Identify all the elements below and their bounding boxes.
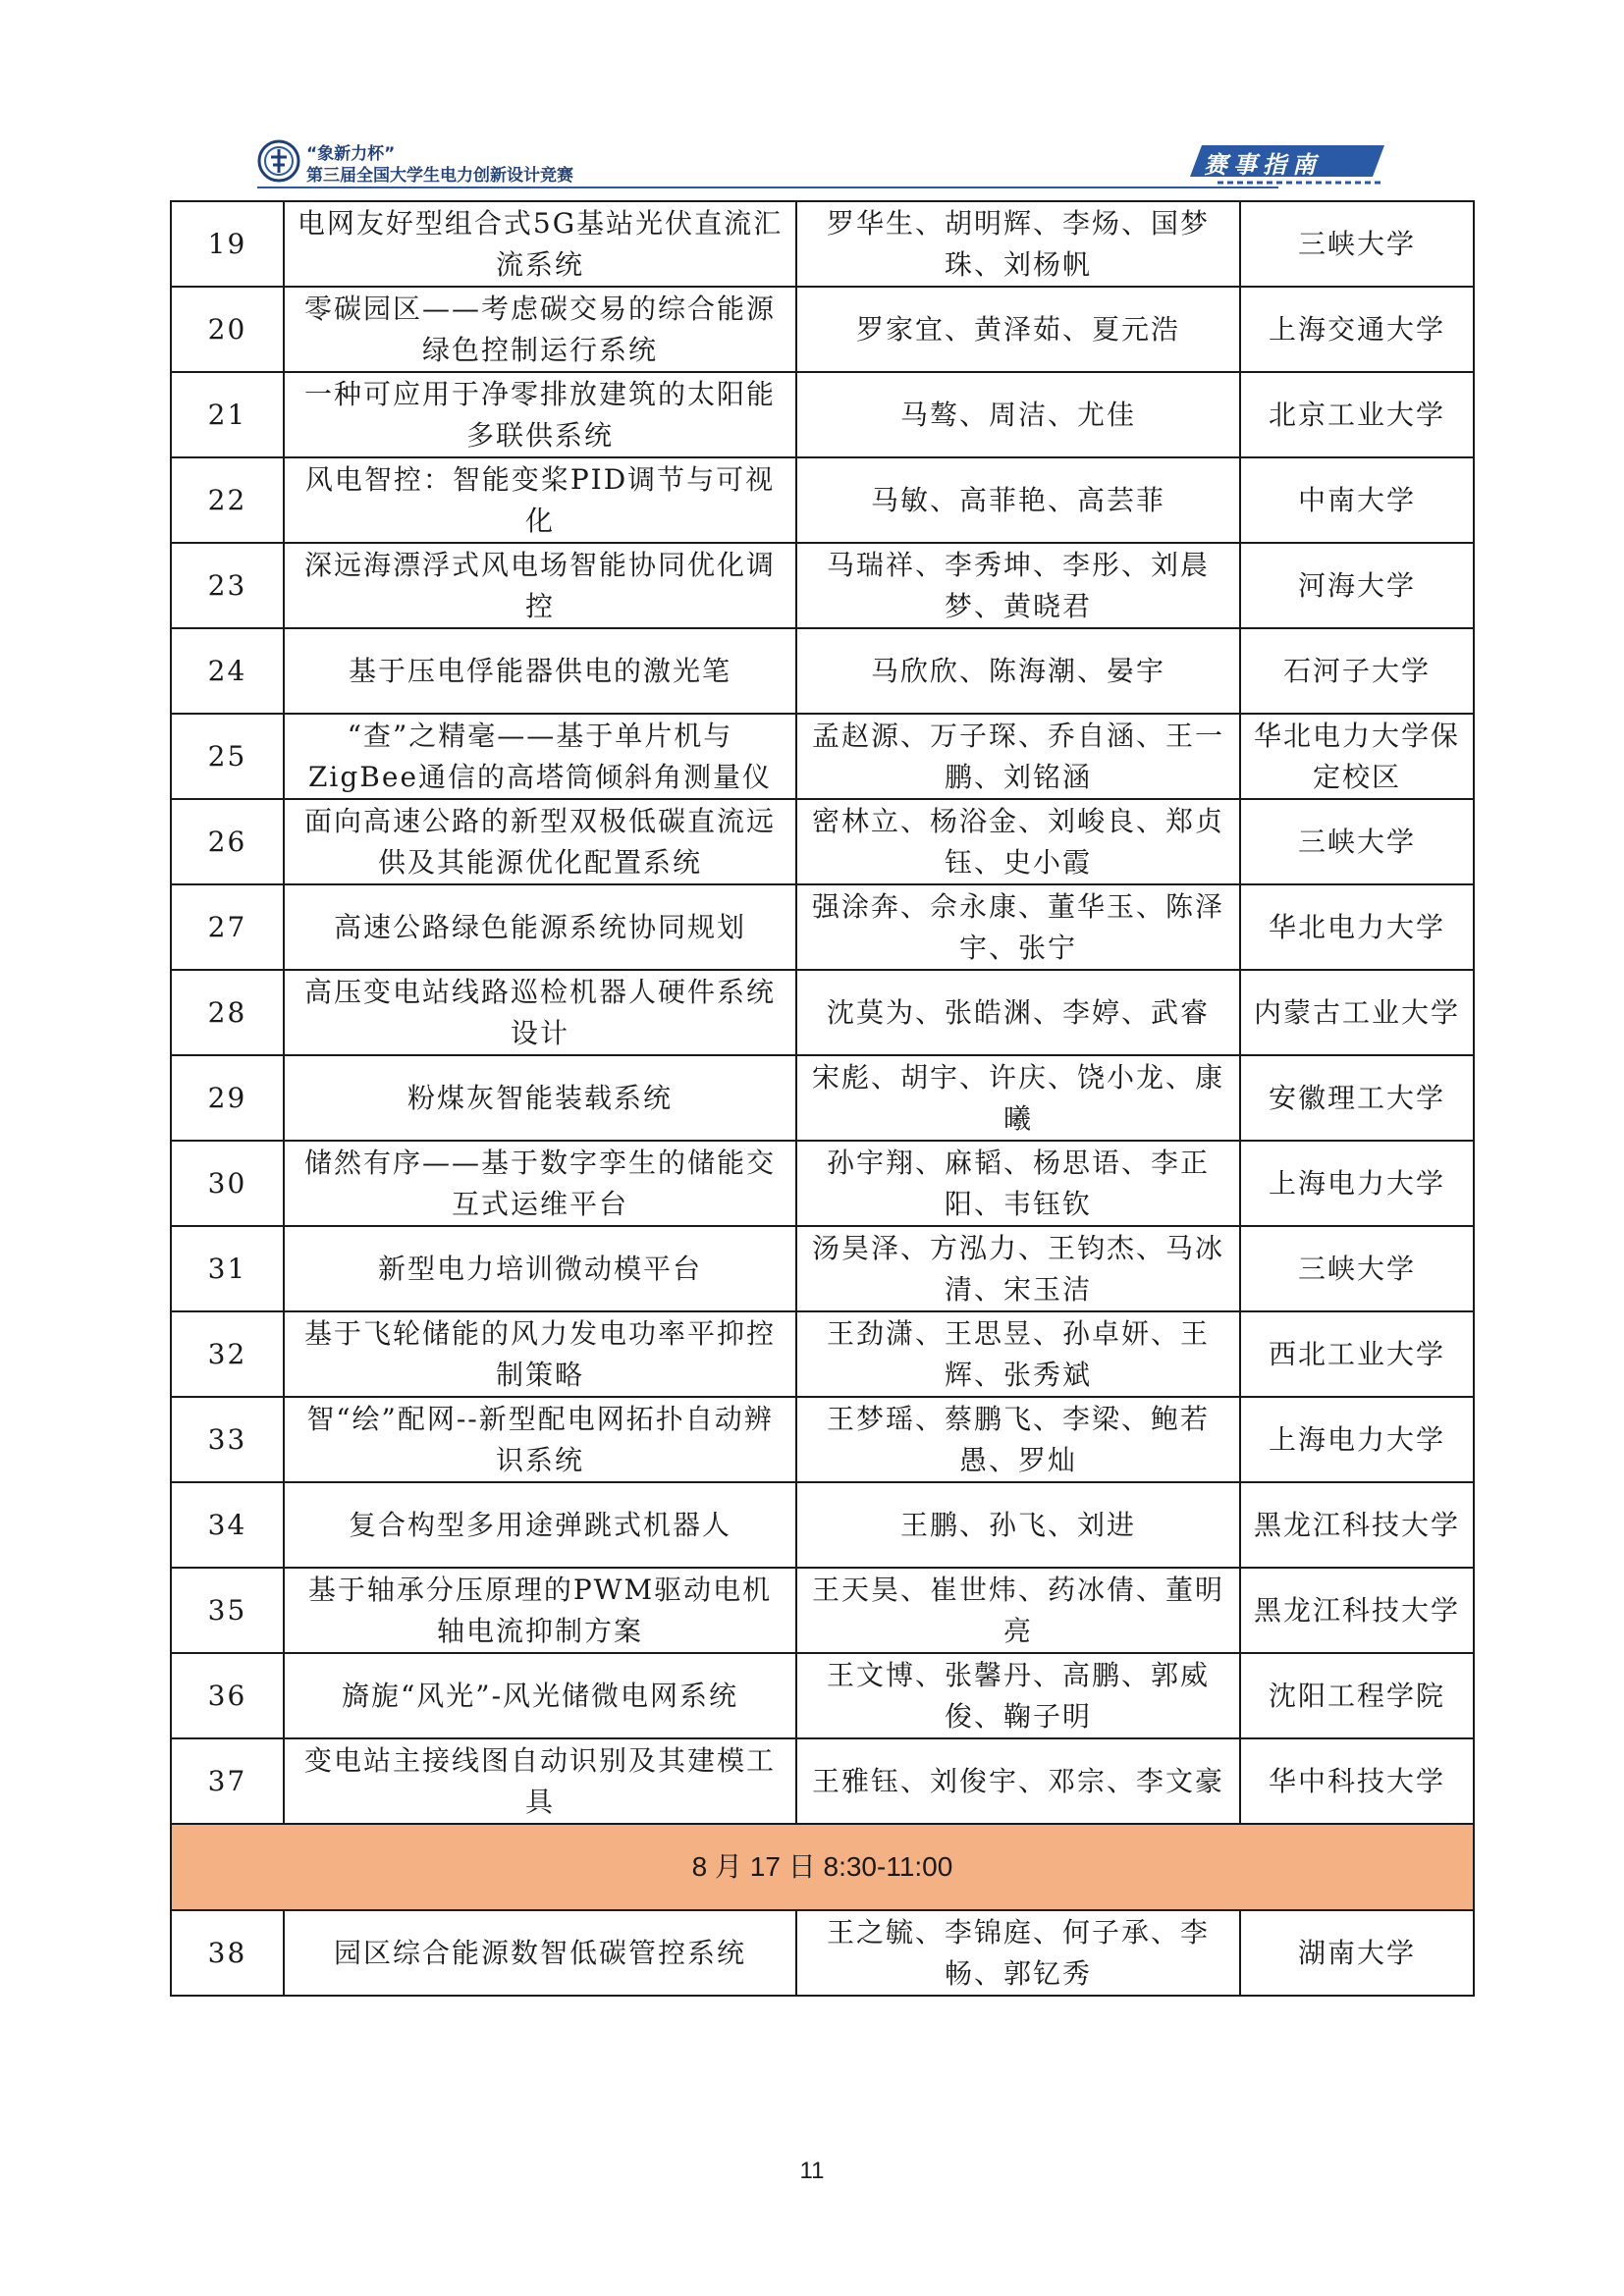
brand-subtitle: 第三届全国大学生电力创新设计竞赛 [306,166,573,186]
table-row [171,799,1474,884]
team-members: 王天昊、崔世炜、药冰倩、董明亮 [796,1568,1240,1653]
school-name: 三峡大学 [1240,201,1474,287]
table-row [171,1738,1474,1824]
school-name: 沈阳工程学院 [1240,1653,1474,1738]
table-row [171,543,1474,628]
row-number: 36 [171,1653,284,1738]
team-members: 强涂奔、佘永康、董华玉、陈泽宇、张宁 [796,884,1240,970]
team-members: 马瑞祥、李秀坤、李彤、刘晨梦、黄晓君 [796,543,1240,628]
project-name: 基于飞轮储能的风力发电功率平抑控制策略 [284,1311,796,1397]
table-row [171,970,1474,1055]
project-name: 一种可应用于净零排放建筑的太阳能多联供系统 [284,372,796,457]
team-members: 罗华生、胡明辉、李炀、国梦珠、刘杨帆 [796,201,1240,287]
row-number: 34 [171,1482,284,1568]
project-name: 高速公路绿色能源系统协同规划 [284,884,796,970]
table-row [171,1055,1474,1141]
table-row [171,1568,1474,1653]
project-name: 储然有序——基于数字孪生的储能交互式运维平台 [284,1141,796,1226]
table-row [171,1311,1474,1397]
row-number: 31 [171,1226,284,1311]
project-name: “查”之精毫——基于单片机与ZigBee通信的高塔筒倾斜角测量仪 [284,714,796,799]
table-row [171,287,1474,372]
school-name: 北京工业大学 [1240,372,1474,457]
project-name: 面向高速公路的新型双极低碳直流远供及其能源优化配置系统 [284,799,796,884]
row-number: 26 [171,799,284,884]
team-members: 王雅钰、刘俊宇、邓宗、李文豪 [796,1738,1240,1824]
project-name: 智“绘”配网--新型配电网拓扑自动辨识系统 [284,1397,796,1482]
guide-label: 赛事指南 [1204,151,1322,179]
school-name: 上海电力大学 [1240,1141,1474,1226]
table-row [171,1482,1474,1568]
session-time: 8 月 17 日 8:30-11:00 [171,1824,1474,1910]
row-number: 21 [171,372,284,457]
row-number: 25 [171,714,284,799]
project-name: 粉煤灰智能装载系统 [284,1055,796,1141]
team-members: 沈莫为、张皓渊、李婷、武睿 [796,970,1240,1055]
row-number: 37 [171,1738,284,1824]
table-row [171,457,1474,543]
table-row [171,884,1474,970]
table-row [171,201,1474,287]
school-name: 华北电力大学保定校区 [1240,714,1474,799]
row-number: 35 [171,1568,284,1653]
row-number: 29 [171,1055,284,1141]
table-row [171,714,1474,799]
school-name: 西北工业大学 [1240,1311,1474,1397]
project-name: 旖旎“风光”-风光储微电网系统 [284,1653,796,1738]
team-members: 孙宇翔、麻韬、杨思语、李正阳、韦钰钦 [796,1141,1240,1226]
school-name: 石河子大学 [1240,628,1474,714]
project-name: 变电站主接线图自动识别及其建模工具 [284,1738,796,1824]
table-row [171,1141,1474,1226]
table-row [171,628,1474,714]
school-name: 上海电力大学 [1240,1397,1474,1482]
row-number: 19 [171,201,284,287]
row-number: 33 [171,1397,284,1482]
row-number: 22 [171,457,284,543]
table-row [171,1653,1474,1738]
team-members: 孟赵源、万子琛、乔自涵、王一鹏、刘铭涵 [796,714,1240,799]
school-name: 上海交通大学 [1240,287,1474,372]
team-members: 马骜、周洁、尤佳 [796,372,1240,457]
school-name: 安徽理工大学 [1240,1055,1474,1141]
row-number: 24 [171,628,284,714]
table-row [171,1397,1474,1482]
team-members: 罗家宜、黄泽茹、夏元浩 [796,287,1240,372]
team-members: 王梦瑶、蔡鹏飞、李梁、鲍若愚、罗灿 [796,1397,1240,1482]
team-members: 王之毓、李锦庭、何子承、李畅、郭钇秀 [796,1910,1240,1996]
project-name: 深远海漂浮式风电场智能协同优化调控 [284,543,796,628]
row-number: 28 [171,970,284,1055]
schedule-rows-group-a [171,201,1474,1824]
team-members: 汤昊泽、方泓力、王钧杰、马冰清、宋玉洁 [796,1226,1240,1311]
brand-title: “象新力杯” [306,144,396,164]
project-name: 园区综合能源数智低碳管控系统 [284,1910,796,1996]
school-name: 河海大学 [1240,543,1474,628]
school-name: 三峡大学 [1240,799,1474,884]
row-number: 30 [171,1141,284,1226]
school-name: 三峡大学 [1240,1226,1474,1311]
team-members: 宋彪、胡宇、许庆、饶小龙、康曦 [796,1055,1240,1141]
competition-logo-icon [257,139,300,183]
team-members: 王鹏、孙飞、刘进 [796,1482,1240,1568]
school-name: 内蒙古工业大学 [1240,970,1474,1055]
school-name: 湖南大学 [1240,1910,1474,1996]
table-row [171,1910,1474,1996]
school-name: 中南大学 [1240,457,1474,543]
row-number: 20 [171,287,284,372]
session-row [171,1824,1474,1910]
team-members: 密林立、杨浴金、刘峻良、郑贞钰、史小霞 [796,799,1240,884]
row-number: 27 [171,884,284,970]
header-divider [257,187,1278,188]
table-row [171,372,1474,457]
page-header [257,135,1377,192]
project-name: 复合构型多用途弹跳式机器人 [284,1482,796,1568]
table-row [171,1226,1474,1311]
school-name: 华北电力大学 [1240,884,1474,970]
school-name: 黑龙江科技大学 [1240,1568,1474,1653]
session-group [171,1824,1474,1910]
page-number: 11 [799,2158,825,2184]
school-name: 华中科技大学 [1240,1738,1474,1824]
row-number: 23 [171,543,284,628]
project-name: 新型电力培训微动模平台 [284,1226,796,1311]
project-name: 电网友好型组合式5G基站光伏直流汇流系统 [284,201,796,287]
team-members: 马敏、高菲艳、高芸菲 [796,457,1240,543]
schedule-table [170,200,1475,1997]
project-name: 高压变电站线路巡检机器人硬件系统设计 [284,970,796,1055]
school-name: 黑龙江科技大学 [1240,1482,1474,1568]
project-name: 风电智控：智能变桨PID调节与可视化 [284,457,796,543]
row-number: 38 [171,1910,284,1996]
team-members: 王文博、张馨丹、高鹏、郭威俊、鞠子明 [796,1653,1240,1738]
project-name: 零碳园区——考虑碳交易的综合能源绿色控制运行系统 [284,287,796,372]
team-members: 王劲潇、王思昱、孙卓妍、王辉、张秀斌 [796,1311,1240,1397]
schedule-rows-group-b [171,1910,1474,1996]
project-name: 基于压电俘能器供电的激光笔 [284,628,796,714]
project-name: 基于轴承分压原理的PWM驱动电机轴电流抑制方案 [284,1568,796,1653]
team-members: 马欣欣、陈海潮、晏宇 [796,628,1240,714]
row-number: 32 [171,1311,284,1397]
